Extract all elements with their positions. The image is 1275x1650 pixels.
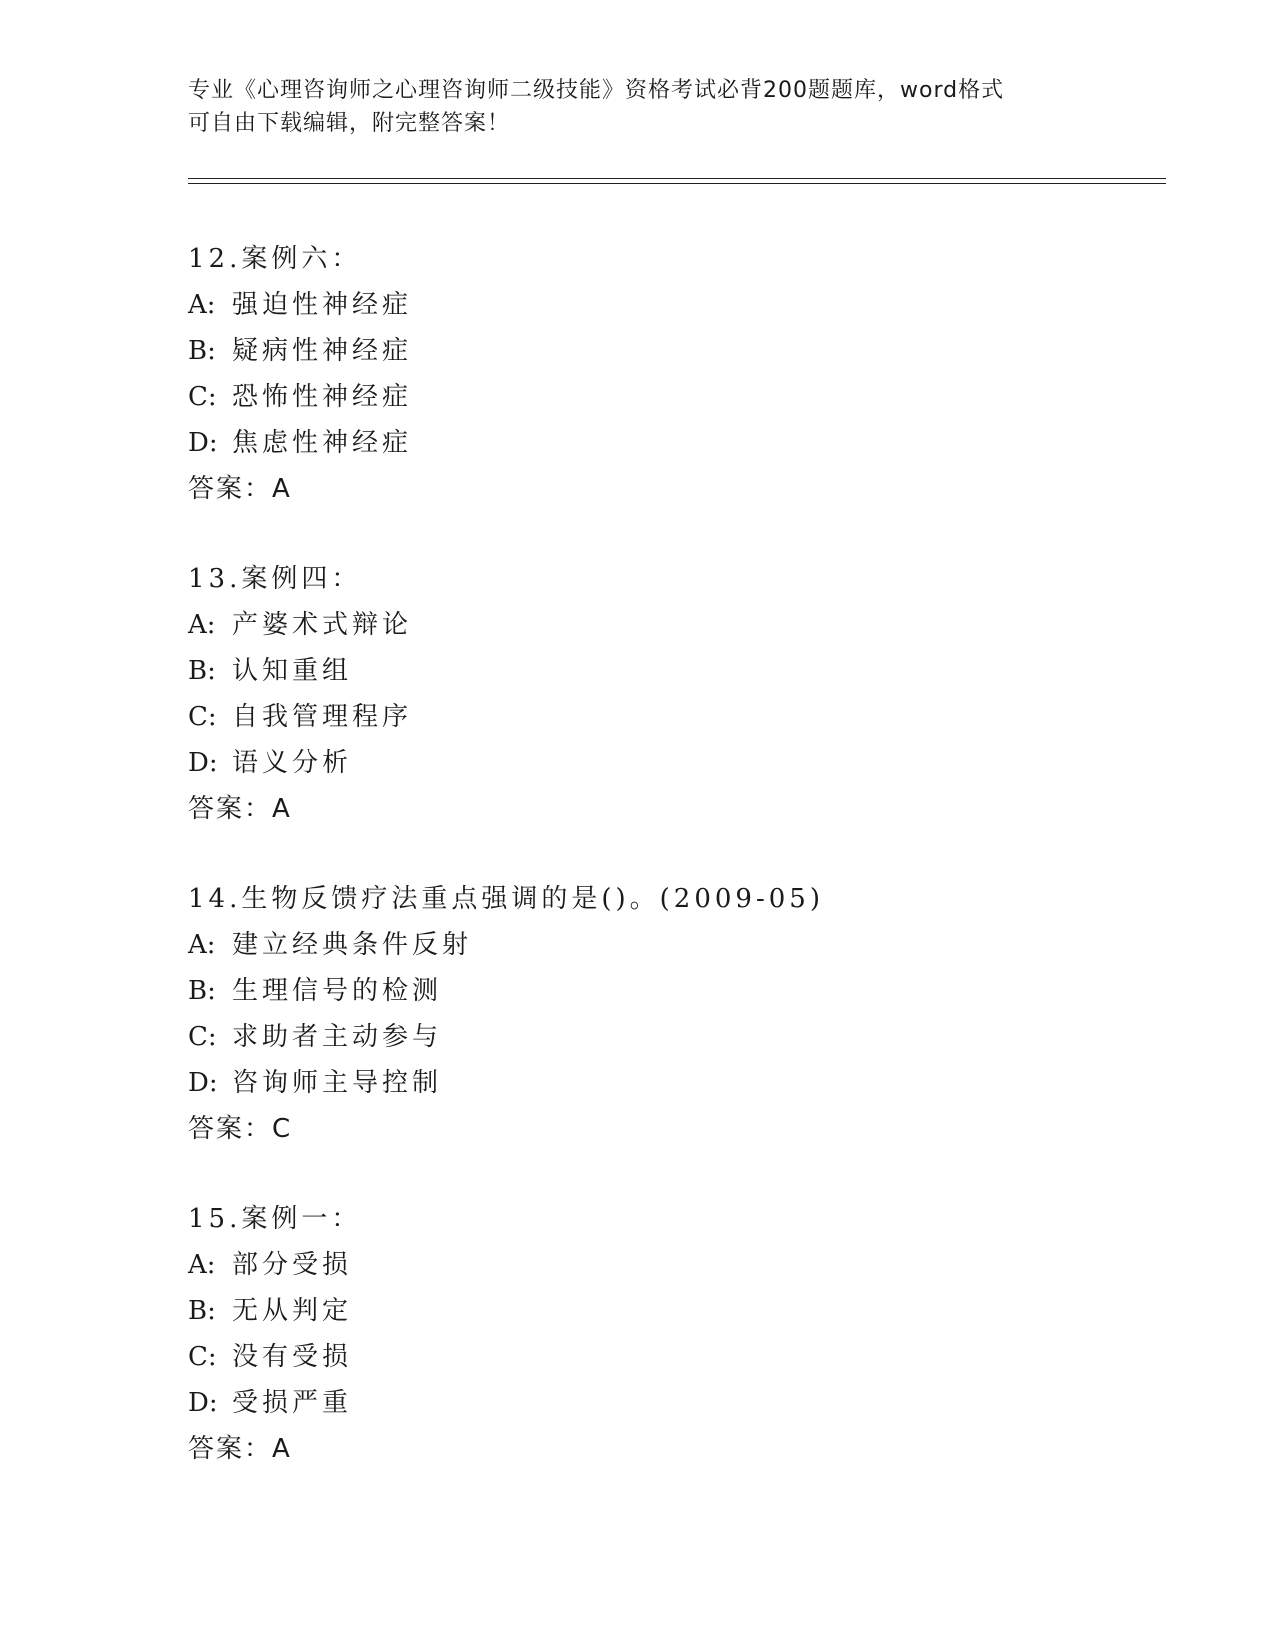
option-letter: B: — [188, 336, 216, 366]
option-letter: A: — [188, 610, 216, 640]
option-letter: A: — [188, 930, 216, 960]
option-d — [188, 1380, 1168, 1426]
answer-value: A — [272, 474, 290, 504]
option-b — [188, 328, 1168, 374]
option-text: 恐怖性神经症 — [232, 382, 413, 412]
option-letter: B: — [188, 976, 216, 1006]
option-c — [188, 1334, 1168, 1380]
answer-label: 答案： — [188, 1114, 273, 1144]
option-letter: C: — [188, 702, 217, 732]
option-text: 受损严重 — [232, 1388, 353, 1418]
option-text: 求助者主动参与 — [232, 1022, 443, 1052]
option-letter: A: — [188, 290, 216, 320]
option-letter: C: — [188, 1342, 217, 1372]
option-a — [188, 602, 1168, 648]
question-14 — [188, 876, 1168, 1152]
header-divider-top — [188, 178, 1166, 179]
option-text: 没有受损 — [232, 1342, 353, 1372]
question-title: 12.案例六： — [188, 244, 362, 274]
question-15 — [188, 1196, 1168, 1472]
option-letter: C: — [188, 382, 217, 412]
answer-line — [188, 1426, 1168, 1472]
option-text: 咨询师主导控制 — [232, 1068, 443, 1098]
option-d — [188, 1060, 1168, 1106]
option-letter: A: — [188, 1250, 216, 1280]
question-12 — [188, 236, 1168, 512]
answer-line — [188, 466, 1168, 512]
question-list — [188, 236, 1168, 1516]
option-text: 建立经典条件反射 — [232, 930, 473, 960]
option-letter: B: — [188, 1296, 216, 1326]
question-13 — [188, 556, 1168, 832]
option-letter: D: — [188, 1068, 218, 1098]
answer-value: A — [272, 794, 290, 824]
option-a — [188, 1242, 1168, 1288]
option-b — [188, 648, 1168, 694]
answer-label: 答案： — [188, 1434, 273, 1464]
answer-value: A — [272, 1434, 290, 1464]
option-a — [188, 922, 1168, 968]
option-text: 语义分析 — [232, 748, 353, 778]
question-title: 13.案例四： — [188, 564, 362, 594]
option-text: 部分受损 — [232, 1250, 353, 1280]
option-text: 强迫性神经症 — [232, 290, 413, 320]
question-title: 15.案例一： — [188, 1204, 362, 1234]
option-text: 疑病性神经症 — [232, 336, 413, 366]
option-a — [188, 282, 1168, 328]
header-line-1: 专业《心理咨询师之心理咨询师二级技能》资格考试必背200题题库，word格式 — [188, 78, 1005, 103]
option-c — [188, 1014, 1168, 1060]
option-text: 无从判定 — [232, 1296, 353, 1326]
option-text: 生理信号的检测 — [232, 976, 443, 1006]
option-d — [188, 420, 1168, 466]
option-c — [188, 694, 1168, 740]
option-text: 认知重组 — [232, 656, 353, 686]
answer-value: C — [272, 1114, 291, 1144]
option-letter: D: — [188, 1388, 218, 1418]
option-c — [188, 374, 1168, 420]
option-letter: B: — [188, 656, 216, 686]
option-letter: D: — [188, 428, 218, 458]
option-letter: C: — [188, 1022, 217, 1052]
question-title: 14.生物反馈疗法重点强调的是()。(2009-05) — [188, 884, 824, 914]
answer-label: 答案： — [188, 794, 273, 824]
header-line-2: 可自由下载编辑，附完整答案！ — [188, 111, 511, 136]
document-header — [188, 74, 1088, 140]
answer-line — [188, 786, 1168, 832]
option-text: 焦虑性神经症 — [232, 428, 413, 458]
option-b — [188, 1288, 1168, 1334]
header-divider-bottom — [188, 183, 1166, 184]
option-b — [188, 968, 1168, 1014]
option-text: 产婆术式辩论 — [232, 610, 413, 640]
option-d — [188, 740, 1168, 786]
option-text: 自我管理程序 — [232, 702, 413, 732]
option-letter: D: — [188, 748, 218, 778]
answer-line — [188, 1106, 1168, 1152]
answer-label: 答案： — [188, 474, 273, 504]
